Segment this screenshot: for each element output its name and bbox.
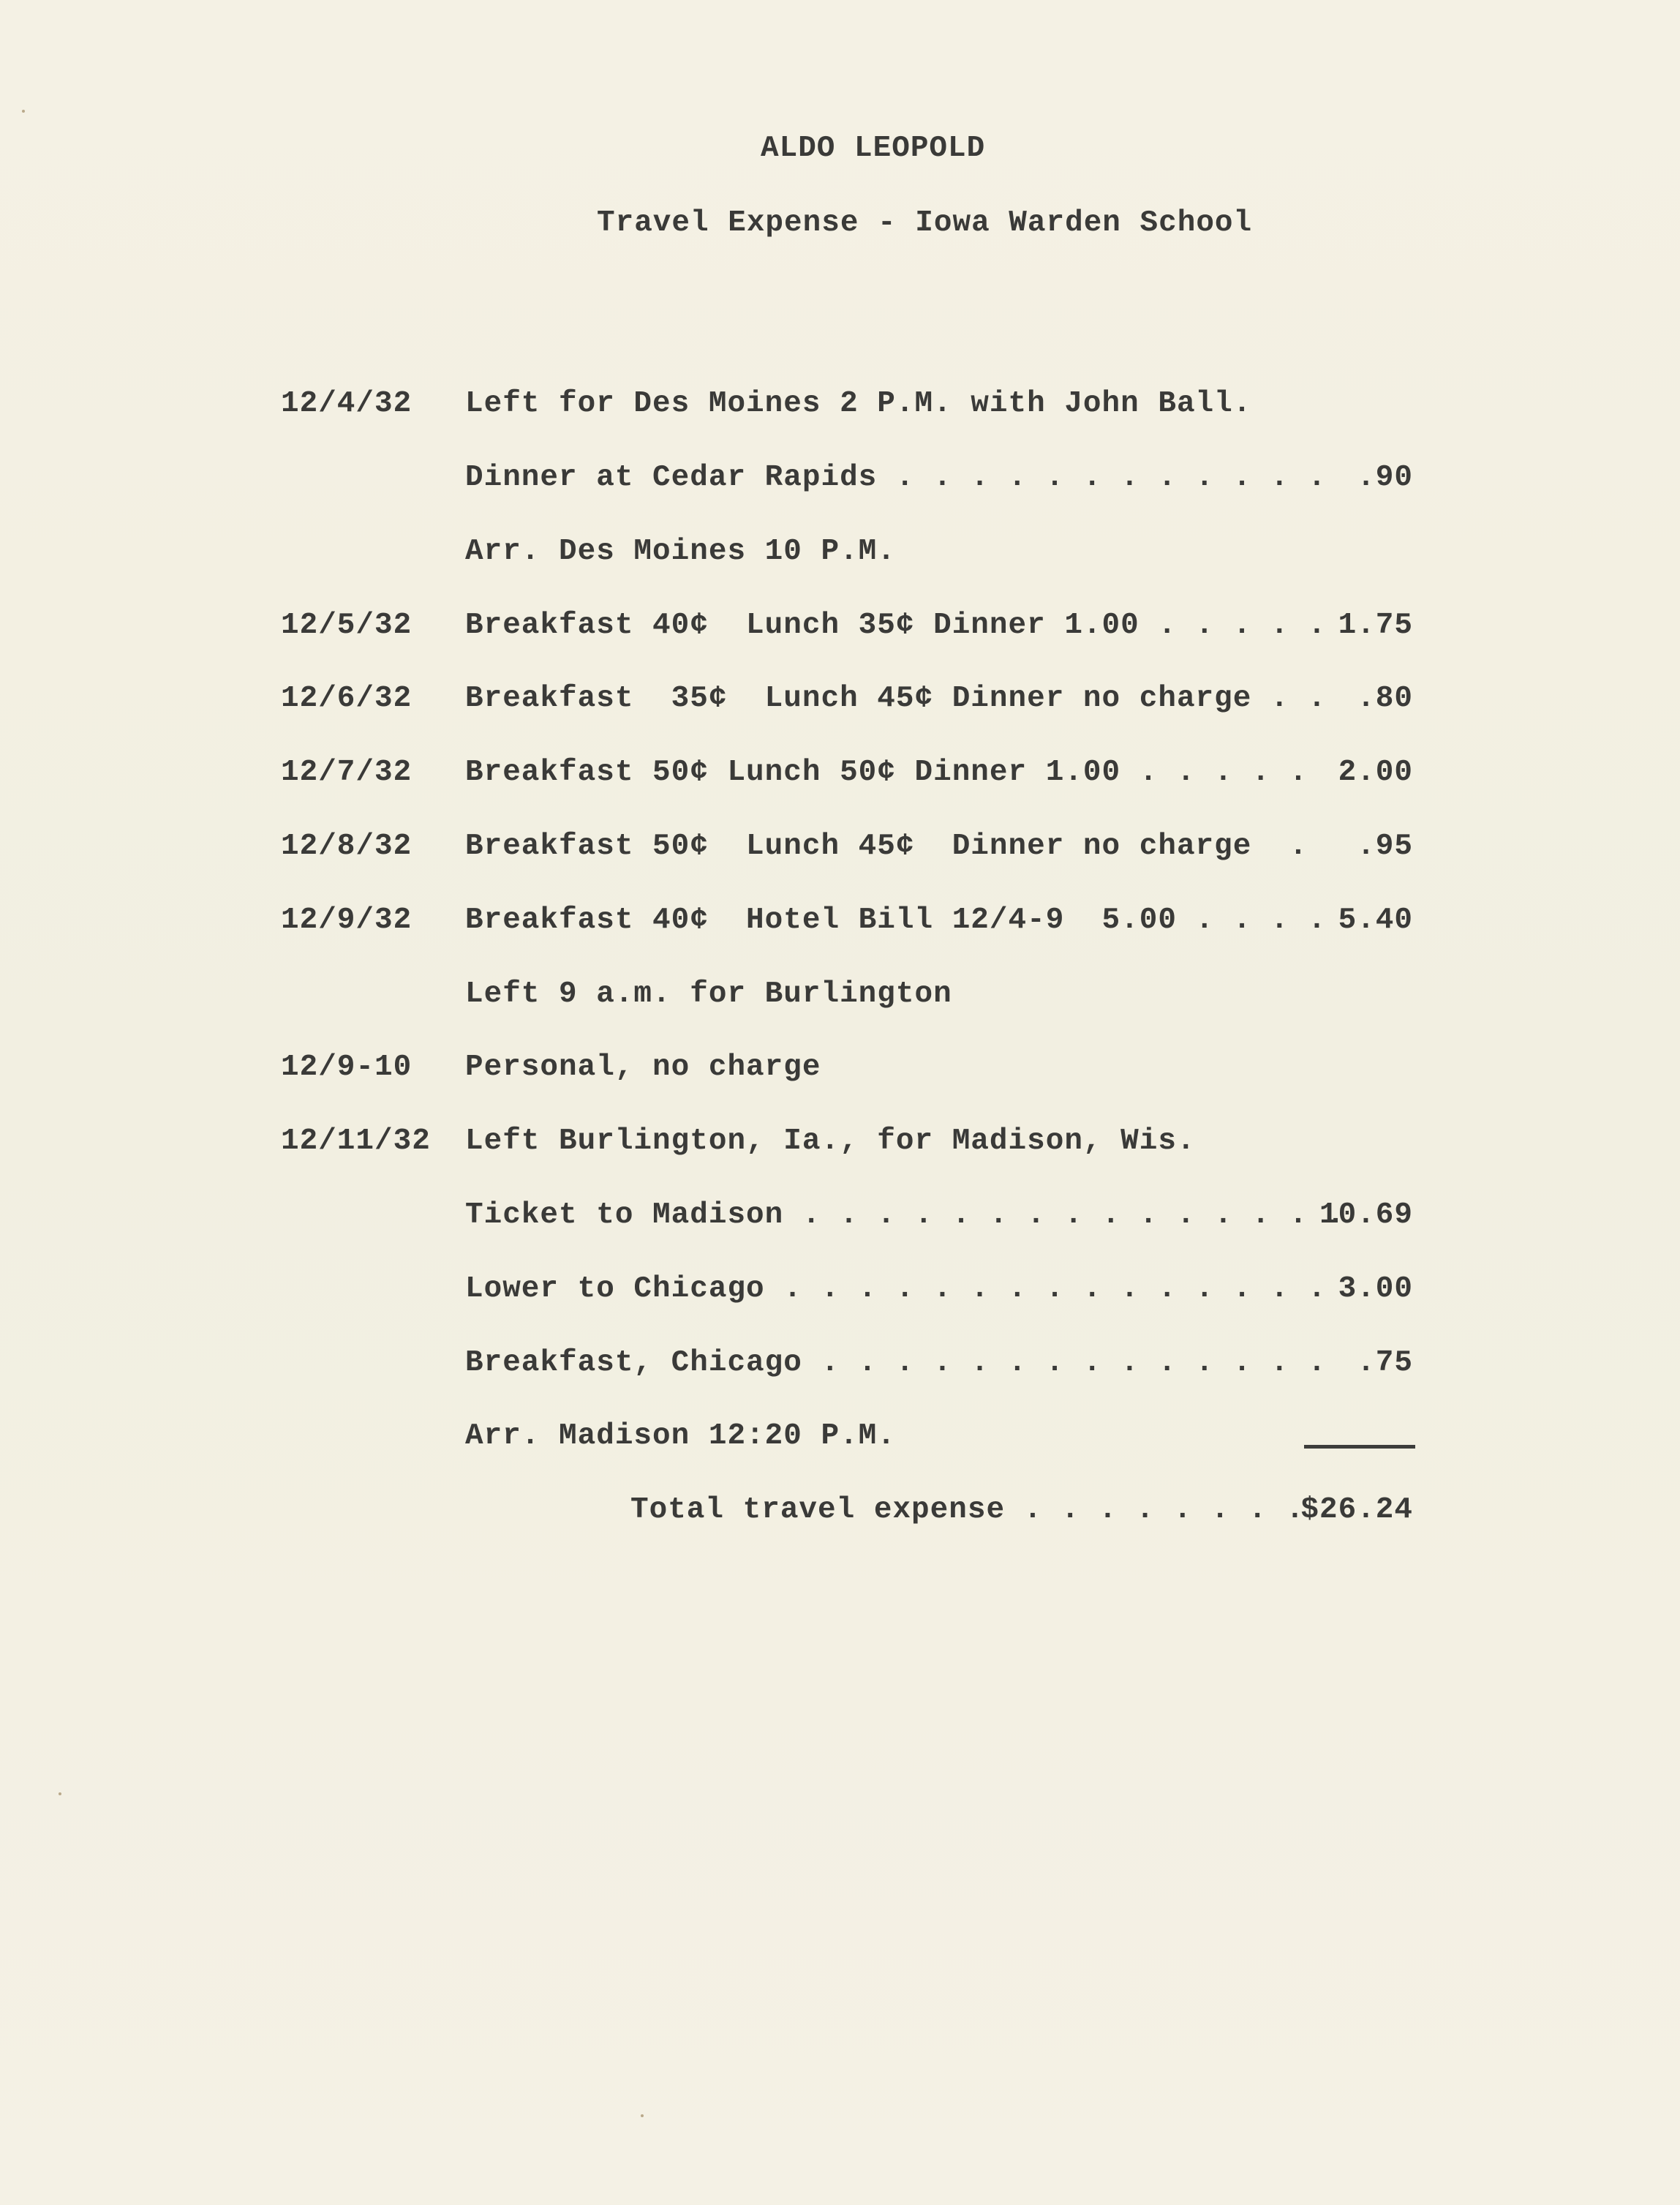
entry-amount: 5.40	[1338, 904, 1413, 937]
author-name: ALDO LEOPOLD	[761, 132, 986, 165]
entry-description: Ticket to Madison . . . . . . . . . . . . . . .	[465, 1198, 1346, 1232]
entry-description: Left 9 a.m. for Burlington	[465, 977, 952, 1011]
entry-amount: .75	[1357, 1346, 1413, 1380]
entry-description: Personal, no charge	[465, 1051, 821, 1084]
entry-description: Left for Des Moines 2 P.M. with John Ball.	[465, 387, 1252, 421]
entry-amount: .90	[1357, 461, 1413, 495]
entry-date: 12/9-10	[281, 1051, 413, 1084]
entry-amount: .80	[1357, 682, 1413, 715]
entry-description: Dinner at Cedar Rapids . . . . . . . . . . . .	[465, 461, 1327, 495]
entry-description: Arr. Madison 12:20 P.M.	[465, 1419, 896, 1453]
paper-speck	[59, 1792, 61, 1795]
entry-description: Breakfast 40¢ Hotel Bill 12/4-9 5.00 . . . .	[465, 904, 1327, 937]
entry-amount: 2.00	[1338, 756, 1413, 789]
entry-description: Breakfast 50¢ Lunch 45¢ Dinner no charge .	[465, 830, 1308, 863]
entry-description: Lower to Chicago . . . . . . . . . . . . . . .	[465, 1272, 1327, 1306]
entry-description: Arr. Des Moines 10 P.M.	[465, 535, 896, 568]
total-amount: $26.24	[1300, 1493, 1413, 1527]
document-title: Travel Expense - Iowa Warden School	[597, 206, 1253, 240]
entry-description: Left Burlington, Ia., for Madison, Wis.	[465, 1124, 1196, 1158]
entry-description: Breakfast 40¢ Lunch 35¢ Dinner 1.00 . . . . .	[465, 609, 1327, 642]
entry-date: 12/7/32	[281, 756, 413, 789]
entry-amount: 3.00	[1338, 1272, 1413, 1306]
entry-date: 12/5/32	[281, 609, 413, 642]
entry-date: 12/4/32	[281, 387, 413, 421]
entry-amount: 10.69	[1319, 1198, 1413, 1232]
entry-description: Breakfast 50¢ Lunch 50¢ Dinner 1.00 . . . . .	[465, 756, 1308, 789]
entry-amount: 1.75	[1338, 609, 1413, 642]
entry-amount: .95	[1357, 830, 1413, 863]
total-label: Total travel expense . . . . . . . .	[630, 1493, 1305, 1527]
entry-date: 12/9/32	[281, 904, 413, 937]
entry-date: 12/8/32	[281, 830, 413, 863]
paper-speck	[641, 2114, 644, 2117]
entry-date: 12/6/32	[281, 682, 413, 715]
paper-speck	[22, 110, 25, 113]
sum-rule	[1304, 1445, 1415, 1449]
entry-description: Breakfast 35¢ Lunch 45¢ Dinner no charge . .	[465, 682, 1327, 715]
entry-description: Breakfast, Chicago . . . . . . . . . . . . . .	[465, 1346, 1327, 1380]
entry-date: 12/11/32	[281, 1124, 431, 1158]
